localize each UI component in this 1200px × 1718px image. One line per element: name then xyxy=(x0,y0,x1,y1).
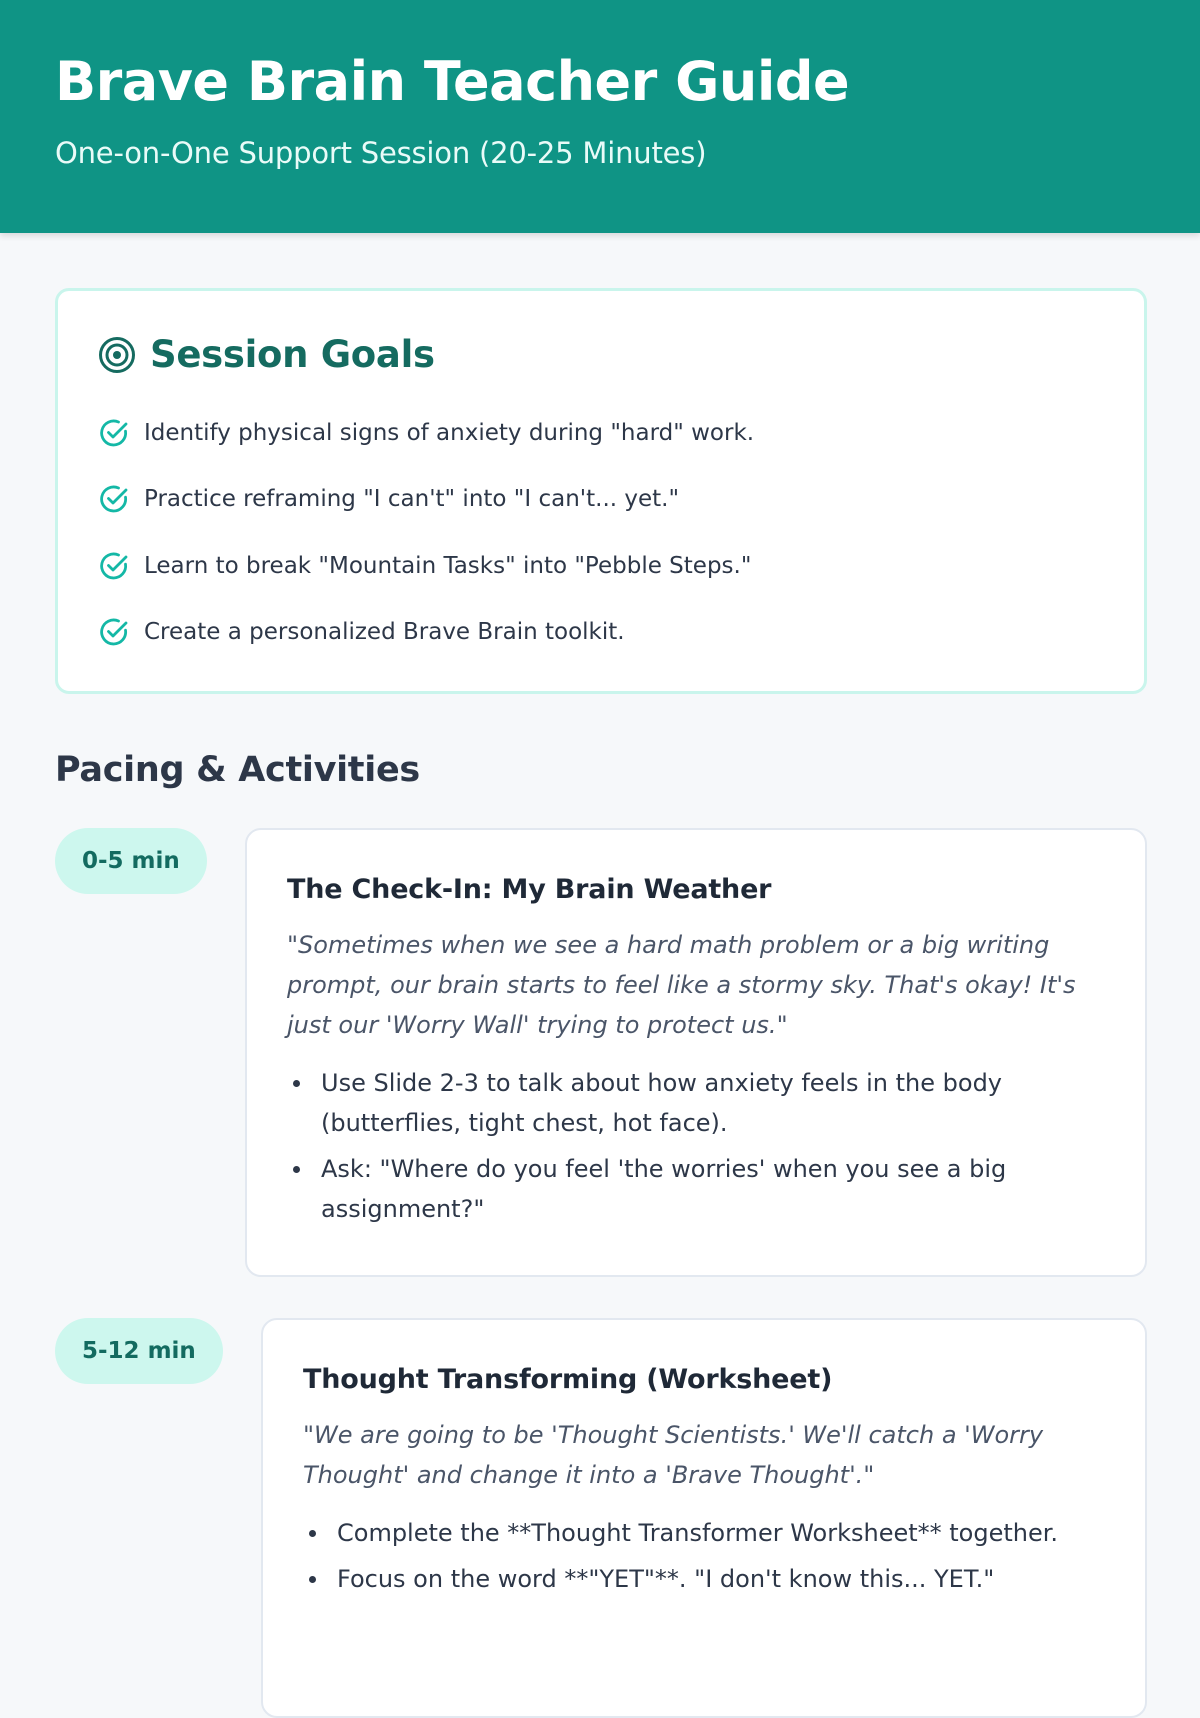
goal-item xyxy=(98,616,625,648)
pacing-section-title: Pacing & Activities xyxy=(55,750,420,790)
session-goals-title: Session Goals xyxy=(150,333,435,376)
goal-text: Identify physical signs of anxiety during "hard" work. xyxy=(144,420,755,446)
goal-item xyxy=(98,483,679,515)
list-item: Ask: "Where do you feel 'the worries' when you see a big assignment?" xyxy=(287,1149,1105,1229)
list-item: Use Slide 2-3 to talk about how anxiety feels in the body (butterflies, tight chest, hot face). xyxy=(287,1063,1105,1143)
activity-card xyxy=(245,828,1147,1277)
goal-item xyxy=(98,550,751,582)
activity-bullets xyxy=(303,1513,1105,1599)
session-goals-card xyxy=(55,288,1147,694)
goal-text: Learn to break "Mountain Tasks" into "Pebble Steps." xyxy=(144,553,752,579)
session-goals-heading xyxy=(98,333,435,376)
activity-bullets xyxy=(287,1063,1105,1229)
check-circle-icon xyxy=(98,550,130,582)
page-title: Brave Brain Teacher Guide xyxy=(55,50,850,113)
activity-title: Thought Transforming (Worksheet) xyxy=(303,1364,833,1395)
time-badge: 5-12 min xyxy=(55,1318,223,1384)
check-circle-icon xyxy=(98,616,130,648)
goal-item xyxy=(98,417,754,449)
check-circle-icon xyxy=(98,483,130,515)
page-header xyxy=(0,0,1200,233)
list-item: Focus on the word **"YET"**. "I don't know this... YET." xyxy=(303,1559,1105,1599)
check-circle-icon xyxy=(98,417,130,449)
activity-quote: "Sometimes when we see a hard math problem or a big writing prompt, our brain starts to feel like a stormy sky. That's okay! It's just our 'Worry Wall' trying to protect us." xyxy=(287,931,1076,1039)
time-badge: 0-5 min xyxy=(55,828,207,894)
goal-text: Practice reframing "I can't" into "I can't... yet." xyxy=(144,486,680,512)
activity-card xyxy=(261,1318,1147,1718)
list-item: Complete the **Thought Transformer Worksheet** together. xyxy=(303,1513,1105,1553)
goal-text: Create a personalized Brave Brain toolkit. xyxy=(144,619,625,645)
target-icon xyxy=(98,336,136,374)
activity-quote: "We are going to be 'Thought Scientists.' We'll catch a 'Worry Thought' and change it into a 'Brave Thought'." xyxy=(303,1421,1044,1489)
activity-title: The Check-In: My Brain Weather xyxy=(287,874,772,905)
page-subtitle: One-on-One Support Session (20-25 Minutes) xyxy=(55,136,707,170)
